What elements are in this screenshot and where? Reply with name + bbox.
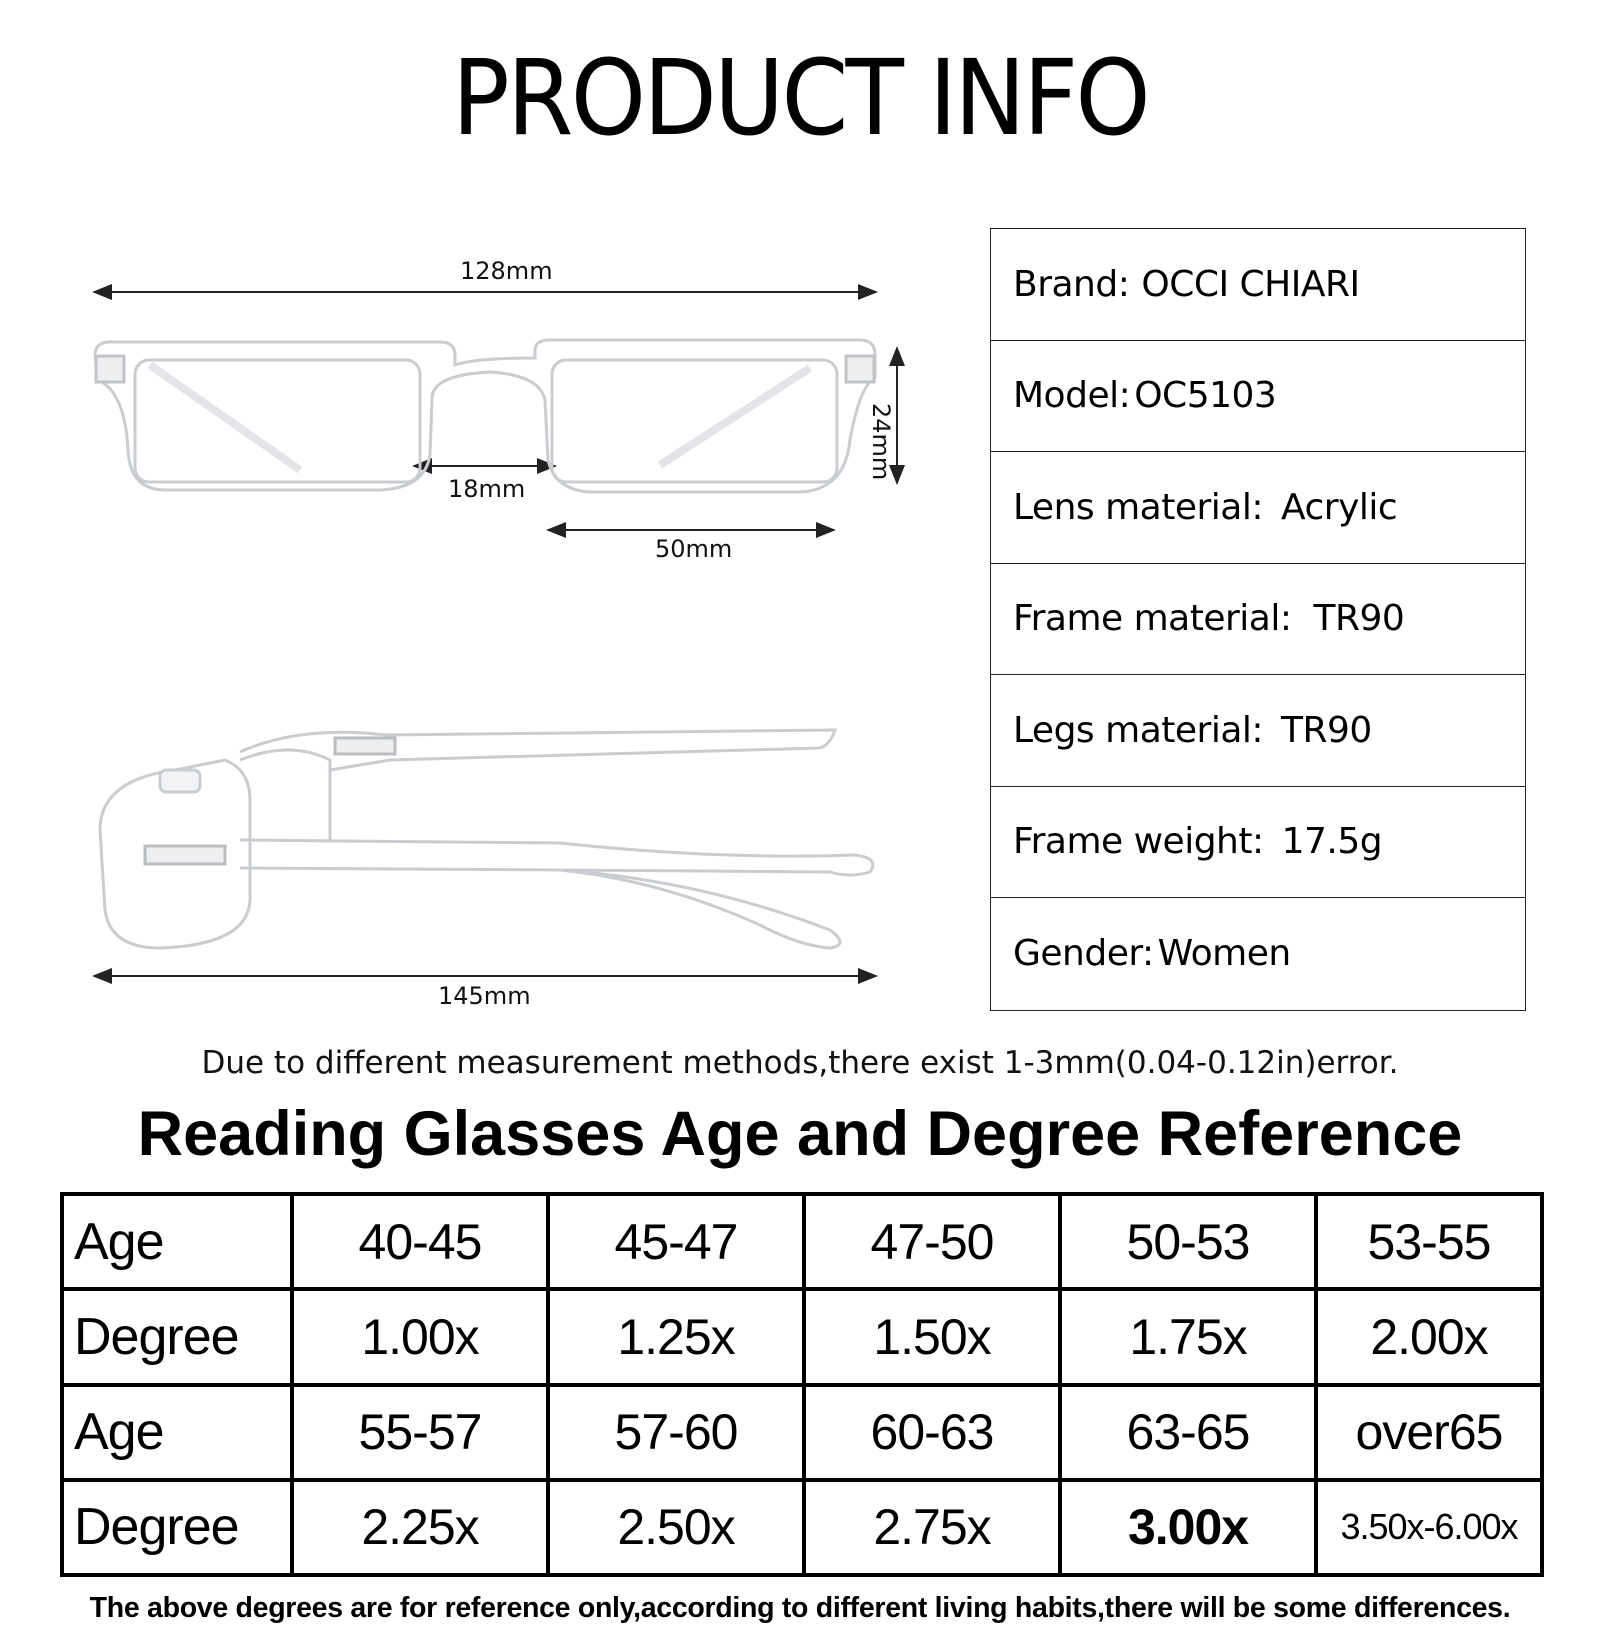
spec-value: Women — [1157, 933, 1291, 975]
table-cell: 63-65 — [1060, 1385, 1316, 1480]
lens-height-label: 24mm — [867, 403, 895, 481]
table-cell: 2.75x — [804, 1480, 1060, 1575]
reference-footnote: The above degrees are for reference only,according to different living habits,there will be some differences. — [89, 1592, 1511, 1624]
spec-row-frame-material — [991, 564, 1525, 676]
total-width-label: 128mm — [460, 257, 553, 285]
table-cell: 50-53 — [1060, 1194, 1316, 1289]
table-cell: 1.75x — [1060, 1289, 1316, 1384]
table-row — [62, 1480, 1542, 1575]
bridge-label: 18mm — [448, 475, 526, 503]
table-cell: 1.25x — [548, 1289, 804, 1384]
spec-value: OCCI CHIARI — [1141, 263, 1360, 305]
spec-row-gender — [991, 898, 1525, 1010]
spec-value: OC5103 — [1134, 375, 1277, 417]
table-cell: 2.50x — [548, 1480, 804, 1575]
reference-title: Reading Glasses Age and Degree Reference — [137, 1099, 1463, 1169]
table-cell: 2.25x — [292, 1480, 548, 1575]
table-cell: 55-57 — [292, 1385, 548, 1480]
spec-row-lens-material — [991, 452, 1525, 564]
spec-label: Model: — [1013, 375, 1131, 417]
glasses-diagram — [0, 0, 960, 1030]
row-header: Degree — [62, 1289, 292, 1384]
front-view — [95, 340, 875, 492]
row-header: Degree — [62, 1480, 292, 1575]
table-cell: 60-63 — [804, 1385, 1060, 1480]
table-cell: 2.00x — [1316, 1289, 1542, 1384]
table-cell: 3.00x — [1060, 1480, 1316, 1575]
spec-label: Frame material: — [1013, 598, 1292, 640]
spec-value: TR90 — [1313, 598, 1405, 640]
table-cell: 47-50 — [804, 1194, 1060, 1289]
table-cell: 40-45 — [292, 1194, 548, 1289]
spec-label: Gender: — [1013, 933, 1154, 975]
age-degree-table — [60, 1192, 1544, 1577]
lens-width-label: 50mm — [655, 535, 733, 563]
spec-value: TR90 — [1281, 709, 1372, 751]
spec-label: Lens material: — [1013, 486, 1263, 528]
table-cell: over65 — [1316, 1385, 1542, 1480]
spec-row-frame-weight — [991, 787, 1525, 899]
table-cell: 1.50x — [804, 1289, 1060, 1384]
table-row — [62, 1194, 1542, 1289]
spec-value: Acrylic — [1280, 486, 1398, 528]
table-cell: 3.50x-6.00x — [1316, 1480, 1542, 1575]
spec-table — [990, 228, 1526, 1011]
measurement-note: Due to different measurement methods,there exist 1-3mm(0.04-0.12in)error. — [201, 1045, 1399, 1081]
spec-label: Brand: — [1013, 263, 1130, 305]
temple-length-label: 145mm — [438, 982, 531, 1010]
spec-row-model — [991, 341, 1525, 453]
table-cell: 45-47 — [548, 1194, 804, 1289]
spec-label: Frame weight: — [1013, 821, 1264, 863]
table-cell: 1.00x — [292, 1289, 548, 1384]
table-row — [62, 1385, 1542, 1480]
row-header: Age — [62, 1385, 292, 1480]
table-cell: 53-55 — [1316, 1194, 1542, 1289]
spec-value: 17.5g — [1281, 821, 1383, 863]
glasses-illustration — [0, 0, 960, 1030]
side-view — [100, 730, 873, 948]
spec-label: Legs material: — [1013, 709, 1264, 751]
spec-row-legs-material — [991, 675, 1525, 787]
table-cell: 57-60 — [548, 1385, 804, 1480]
row-header: Age — [62, 1194, 292, 1289]
page-title: PRODUCT INFO — [452, 37, 1148, 159]
spec-row-brand — [991, 229, 1525, 341]
table-row — [62, 1289, 1542, 1384]
